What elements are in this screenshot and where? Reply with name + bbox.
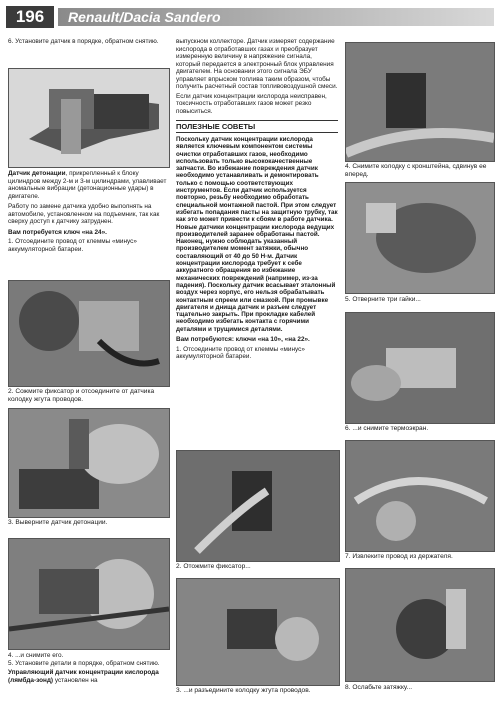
col1-step6: 6. Установите датчик в порядке, обратном снятию. — [8, 38, 159, 45]
col2-fault-text: Если датчик концентрации кислорода неисправен, токсичность отработавших газов может резко повыситься. — [176, 92, 327, 115]
photo-col3-step-5 — [345, 182, 495, 294]
caption-col2-2: 2. Отожмите фиксатор... — [176, 563, 251, 570]
caption-col3-4: 4. Снимите колодку с кронштейна, сдвинув ее вперед. — [345, 163, 487, 178]
caption-col3-8: 8. Ослабьте затяжку... — [345, 684, 413, 691]
photo-col3-step-8 — [345, 568, 495, 682]
caption-col2-3: 3. ...и разъедините колодку жгута проводов. — [176, 687, 311, 694]
photo-col3-step-6 — [345, 312, 495, 424]
caption-col3-6: 6. ...и снимите термоэкран. — [345, 425, 429, 432]
work-note: Работу по замене датчика удобно выполнять на автомобиле, установленном на подъемник, так как сверху доступ к датчику затруднен. — [8, 203, 160, 225]
page-number: 196 — [6, 6, 54, 28]
column-1 — [8, 38, 168, 46]
photo-col3-step-4 — [345, 42, 495, 162]
page-title: Renault/Dacia Sandero — [68, 9, 221, 25]
photo-step-3 — [8, 408, 170, 518]
lambda-title: Управляющий датчик концентрации кислорода (лямбда-зонд) — [8, 669, 159, 684]
page-header — [0, 0, 500, 34]
knock-sensor-title: Датчик детонации — [8, 170, 66, 177]
photo-knock-sensor — [8, 68, 170, 168]
tips-heading: ПОЛЕЗНЫЕ СОВЕТЫ — [176, 120, 338, 133]
photo-col2-step-3 — [176, 578, 340, 686]
caption-col1-5: 5. Установите детали в порядке, обратном снятию. — [8, 659, 160, 667]
photo-col2-step-2 — [176, 450, 340, 562]
caption-col1-2: 2. Сожмите фиксатор и отсоедините от датчика колодку жгута проводов. — [8, 388, 155, 403]
caption-col1-4: 4. ...и снимите его. — [8, 652, 64, 659]
col2-top-text: выпускном коллекторе. Датчик измеряет содержание кислорода в отработавших газах и преобразует измеренную величину в напряжение сигнала, который передается в электронный блок управления двигателем. На основании этого сигнала ЭБУ управляет впрыском топлива таким образом, чтобы получить расчетный состав топливовоздушной смеси. — [176, 38, 338, 90]
col1-tools: Вам потребуется ключ «на 24». — [8, 228, 107, 236]
photo-col3-step-7 — [345, 440, 495, 552]
col2-step1: 1. Отсоедините провод от клеммы «минус» аккумуляторной батареи. — [176, 345, 305, 361]
photo-step-2 — [8, 280, 170, 387]
caption-col3-7: 7. Извлеките провод из держателя. — [345, 553, 453, 560]
tips-body: Поскольку датчик концентрации кислорода является ключевым компонентом системы очистки отработавших газов, необходимо использовать только высококачественные запчасти. Во избежание повреждения датчик необходимо устанавливать и демонтировать только с помощью соответствующих инструментов. Если датчик используется повторно, резьбу необходимо обработать специальной монтажной пастой. При этом следует избегать попадания пасты на защитную трубку, так как это может привести к сбоям в работе датчика. Новые датчики концентрации кислорода ведущих производителей заранее обработаны пастой. Наконец, нужно соблюдать указанный производителем момент затяжки, обычно составляющий от 40 до 50 Н·м. Датчик концентрации кислорода требует к себе аккуратного обращения во избежание механических повреждений (например, из-за падения). Поскольку датчик всасывает эталонный воздух через корпус, его нельзя обрабатывать контактным спреем или смазкой. При промывке двигателя и днища датчик и разъем следует тщательно закрыть. При прокладке кабелей необходимо избегать контакта с горячими деталями и трущимися деталями. — [176, 136, 338, 333]
photo-step-4 — [8, 538, 170, 650]
lambda-tail: установлен на — [53, 676, 98, 684]
col1-bottom-text — [8, 652, 168, 684]
column-2 — [176, 38, 338, 361]
caption-col3-5: 5. Отверните три гайки... — [345, 296, 421, 303]
caption-col1-3: 3. Выверните датчик детонации. — [8, 519, 108, 526]
knock-sensor-body: , прикрепленный к блоку цилиндров между 2-м и 3-м цилиндрами, улавливает аномальные вибрации (детонационные удары) в двигателе. — [8, 170, 167, 200]
col1-step1: 1. Отсоедините провод от клеммы «минус» аккумуляторной батареи. — [8, 238, 137, 253]
col2-tools: Вам потребуются: ключи «на 10», «на 22». — [176, 336, 310, 344]
col1-text-block — [8, 170, 168, 253]
